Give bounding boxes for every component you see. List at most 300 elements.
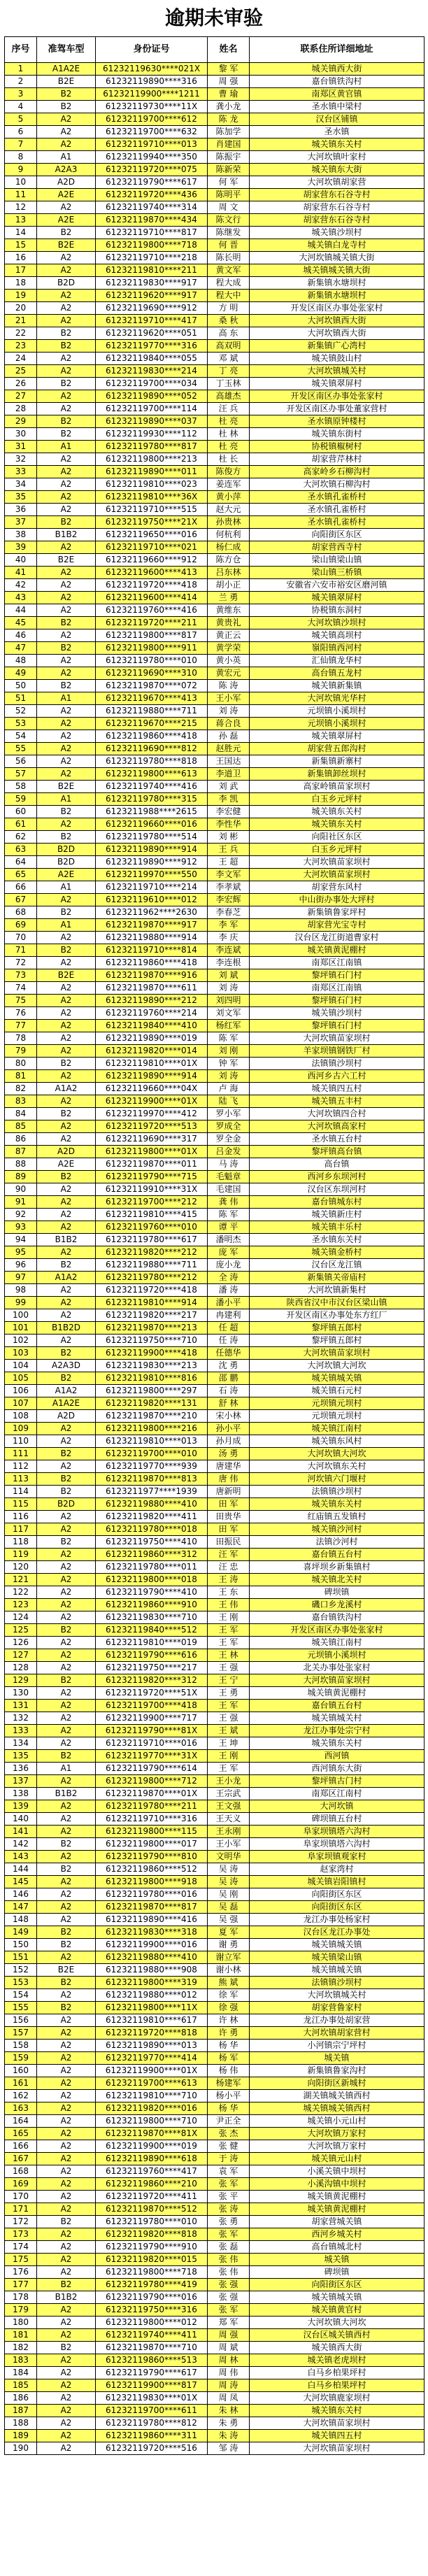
cell-address: 大河坎镇鹿家坝村 — [250, 2392, 425, 2405]
cell-license-type: A2 — [37, 1133, 96, 1146]
cell-no: 80 — [5, 1058, 37, 1070]
table-row — [5, 2002, 425, 2014]
cell-license-type: B2 — [37, 1372, 96, 1385]
cell-license-type: A1 — [37, 692, 96, 705]
cell-address: 大河坎镇苗家坝村 — [250, 2442, 425, 2455]
cell-address: 协税镇东洞村 — [250, 604, 425, 617]
table-row — [5, 428, 425, 441]
cell-no: 157 — [5, 2027, 37, 2040]
cell-id-number: 61232119720****418 — [96, 579, 208, 592]
table-row — [5, 126, 425, 138]
cell-license-type: A2 — [37, 315, 96, 327]
cell-license-type: B2D — [37, 1498, 96, 1511]
cell-license-type: B2 — [37, 415, 96, 428]
cell-address: 城关镇黄泥棚村 — [250, 944, 425, 957]
cell-id-number: 61232119800****613 — [96, 768, 208, 781]
cell-no: 154 — [5, 1989, 37, 2002]
table-row — [5, 1561, 425, 1574]
cell-no: 101 — [5, 1322, 37, 1335]
cell-license-type: A2 — [37, 2065, 96, 2077]
cell-id-number: 61232119800****017 — [96, 1838, 208, 1851]
cell-no: 177 — [5, 2279, 37, 2291]
cell-id-number: 61232119750****710 — [96, 1335, 208, 1347]
cell-address: 喜坪坝乡新集镇村 — [250, 1561, 425, 1574]
cell-id-number: 61232119710****016 — [96, 1737, 208, 1750]
cell-no: 113 — [5, 1473, 37, 1486]
cell-name: 袁 军 — [208, 2165, 250, 2178]
cell-license-type: A2 — [37, 264, 96, 277]
cell-name: 王 刚 — [208, 1750, 250, 1763]
table-row — [5, 2102, 425, 2115]
cell-address: 新集镇关帝庙村 — [250, 1272, 425, 1284]
cell-no: 128 — [5, 1662, 37, 1674]
cell-address: 城关镇石元村 — [250, 1385, 425, 1397]
table-row — [5, 1309, 425, 1322]
cell-name: 王 军 — [208, 1700, 250, 1712]
cell-id-number: 61232119870****434 — [96, 214, 208, 227]
cell-name: 程大中 — [208, 290, 250, 302]
cell-license-type: A2 — [37, 1989, 96, 2002]
cell-address: 城关镇岩阳镇村 — [250, 1876, 425, 1888]
cell-license-type: A2 — [37, 2014, 96, 2027]
cell-name: 陆 飞 — [208, 1095, 250, 1108]
cell-id-number: 61232119800****213 — [96, 453, 208, 466]
cell-id-number: 61232119880****012 — [96, 1989, 208, 2002]
table-row — [5, 1750, 425, 1763]
cell-id-number: 61232119880****908 — [96, 1964, 208, 1977]
cell-id-number: 61232119890****914 — [96, 844, 208, 856]
cell-address: 大河坎镇城关镇大街 — [250, 252, 425, 264]
cell-id-number: 61232119790****617 — [96, 176, 208, 189]
cell-address: 大河坎镇东关村 — [250, 1460, 425, 1473]
cell-name: 王 强 — [208, 1662, 250, 1674]
cell-no: 18 — [5, 277, 37, 290]
cell-address: 城关镇东关村 — [250, 138, 425, 151]
cell-address: 白玉乡元坪村 — [250, 844, 425, 856]
cell-name: 李文军 — [208, 869, 250, 881]
cell-address: 小溪沟镇中坝村 — [250, 2178, 425, 2191]
cell-address: 胡家营东石谷寺村 — [250, 214, 425, 227]
cell-address: 城关镇新集镇 — [250, 680, 425, 692]
cell-name: 陈 军 — [208, 1032, 250, 1045]
cell-no: 24 — [5, 353, 37, 365]
cell-license-type: A2 — [37, 2430, 96, 2442]
cell-name: 庞小龙 — [208, 1259, 250, 1272]
cell-id-number: 61232119700****612 — [96, 113, 208, 126]
cell-license-type: A2 — [37, 2304, 96, 2317]
cell-name: 陈俊方 — [208, 466, 250, 478]
cell-no: 17 — [5, 264, 37, 277]
cell-license-type: A2 — [37, 1335, 96, 1347]
cell-no: 133 — [5, 1725, 37, 1737]
cell-address: 汇仙镇龙华村 — [250, 655, 425, 667]
cell-license-type: B2 — [37, 1448, 96, 1460]
table-row — [5, 1712, 425, 1725]
cell-license-type: A2 — [37, 2354, 96, 2367]
cell-license-type: A2E — [37, 214, 96, 227]
table-row — [5, 1763, 425, 1775]
cell-license-type: B1B2 — [37, 1234, 96, 1246]
cell-license-type: A2 — [37, 1523, 96, 1536]
table-row — [5, 2052, 425, 2065]
cell-name: 赵胜元 — [208, 743, 250, 755]
cell-no: 150 — [5, 1939, 37, 1951]
cell-name: 吴 强 — [208, 1914, 250, 1926]
cell-name: 高 东 — [208, 327, 250, 340]
cell-name: 杨仁成 — [208, 541, 250, 554]
cell-name: 卢 海 — [208, 1083, 250, 1095]
cell-address: 城关镇翠屏村 — [250, 378, 425, 390]
cell-name: 王天义 — [208, 1813, 250, 1826]
cell-name: 何 军 — [208, 176, 250, 189]
cell-id-number: 61232119790****810 — [96, 1851, 208, 1863]
cell-license-type: B2 — [37, 944, 96, 957]
table-row — [5, 541, 425, 554]
cell-no: 110 — [5, 1435, 37, 1448]
cell-no: 181 — [5, 2329, 37, 2342]
table-row — [5, 592, 425, 604]
cell-name: 杨红军 — [208, 1020, 250, 1032]
cell-id-number: 61232119800****710 — [96, 2115, 208, 2128]
cell-address: 新集镇水塘坝村 — [250, 277, 425, 290]
cell-address: 城关镇翠屏村 — [250, 730, 425, 743]
cell-no: 56 — [5, 755, 37, 768]
cell-id-number: 61232119890****019 — [96, 1032, 208, 1045]
cell-no: 165 — [5, 2128, 37, 2140]
cell-name: 任德华 — [208, 1347, 250, 1360]
cell-no: 9 — [5, 164, 37, 176]
cell-name: 王小龙 — [208, 1775, 250, 1788]
cell-name: 张 杰 — [208, 2128, 250, 2140]
cell-license-type: A2 — [37, 579, 96, 592]
cell-id-number: 61232119800****012 — [96, 2317, 208, 2329]
cell-name: 杨 军 — [208, 2052, 250, 2065]
cell-id-number: 61232119800****718 — [96, 239, 208, 252]
table-row — [5, 2065, 425, 2077]
cell-address: 白玉乡元坪村 — [250, 793, 425, 806]
cell-no: 65 — [5, 869, 37, 881]
cell-address: 胡家营五郎沟村 — [250, 743, 425, 755]
cell-address: 梁山镇三桥镇 — [250, 567, 425, 579]
cell-license-type: B2 — [37, 680, 96, 692]
cell-name: 邵 鹏 — [208, 1372, 250, 1385]
table-row — [5, 2367, 425, 2379]
cell-id-number: 61232119780****010 — [96, 2216, 208, 2228]
cell-license-type: A2 — [37, 252, 96, 264]
cell-name: 刘文军 — [208, 1007, 250, 1020]
cell-id-number: 61232119720****075 — [96, 164, 208, 176]
table-row — [5, 1813, 425, 1826]
cell-license-type: B2E — [37, 781, 96, 793]
cell-license-type: A2 — [37, 1637, 96, 1649]
cell-id-number: 61232119890****052 — [96, 390, 208, 403]
table-row — [5, 252, 425, 264]
cell-id-number: 61232119720****211 — [96, 617, 208, 629]
cell-name: 吴 磊 — [208, 1901, 250, 1914]
cell-name: 赵大元 — [208, 504, 250, 516]
cell-id-number: 61232119840****055 — [96, 353, 208, 365]
table-row — [5, 315, 425, 327]
cell-license-type: B2 — [37, 1486, 96, 1498]
cell-id-number: 61232119870****611 — [96, 982, 208, 995]
table-row — [5, 768, 425, 781]
cell-license-type: B2 — [37, 1347, 96, 1360]
cell-no: 47 — [5, 642, 37, 655]
cell-no: 182 — [5, 2342, 37, 2354]
cell-id-number: 61232119740****314 — [96, 201, 208, 214]
cell-no: 60 — [5, 806, 37, 818]
cell-address: 城关镇东关村 — [250, 818, 425, 831]
cell-name: 陈 龙 — [208, 113, 250, 126]
cell-license-type: B2 — [37, 2342, 96, 2354]
table-row — [5, 1259, 425, 1272]
cell-address: 碑坝镇 — [250, 1586, 425, 1599]
cell-name: 刘 涛 — [208, 705, 250, 718]
cell-id-number: 61232119810****023 — [96, 478, 208, 491]
cell-license-type: A2 — [37, 365, 96, 378]
cell-address: 城关镇鼓山村 — [250, 353, 425, 365]
cell-address: 开发区南区办事处董家营村 — [250, 403, 425, 415]
table-row — [5, 667, 425, 680]
cell-address: 高台镇城北村 — [250, 2241, 425, 2254]
table-row — [5, 327, 425, 340]
table-row — [5, 2115, 425, 2128]
cell-name: 杜 亮 — [208, 415, 250, 428]
table-row — [5, 554, 425, 567]
cell-id-number: 61232119620****917 — [96, 290, 208, 302]
table-row — [5, 2430, 425, 2442]
cell-no: 164 — [5, 2115, 37, 2128]
cell-address: 红庙镇五发镇村 — [250, 1511, 425, 1523]
cell-name: 王 兵 — [208, 844, 250, 856]
cell-id-number: 61232119790****617 — [96, 2367, 208, 2379]
cell-no: 160 — [5, 2065, 37, 2077]
cell-address: 大河坎镇大河坎 — [250, 1448, 425, 1460]
table-body — [5, 63, 425, 2455]
cell-no: 12 — [5, 201, 37, 214]
cell-address: 大河坎镇西大街 — [250, 315, 425, 327]
cell-id-number: 61232119700****418 — [96, 1700, 208, 1712]
cell-license-type: B2 — [37, 2279, 96, 2291]
cell-address: 碑坝镇五台村 — [250, 1813, 425, 1826]
cell-license-type: A2 — [37, 1574, 96, 1586]
cell-no: 16 — [5, 252, 37, 264]
table-row — [5, 2291, 425, 2304]
cell-no: 189 — [5, 2430, 37, 2442]
cell-address: 圣水镇孔雀桥村 — [250, 516, 425, 529]
cell-license-type: A1 — [37, 441, 96, 453]
cell-address: 新集镇新寨村 — [250, 755, 425, 768]
cell-no: 3 — [5, 88, 37, 101]
cell-no: 48 — [5, 655, 37, 667]
cell-no: 21 — [5, 315, 37, 327]
cell-id-number: 61232119890****011 — [96, 466, 208, 478]
cell-id-number: 61232119910****31X — [96, 1183, 208, 1196]
cell-license-type: A2 — [37, 1826, 96, 1838]
cell-address: 汉台区东坝河村 — [250, 1183, 425, 1196]
table-row — [5, 76, 425, 88]
table-row — [5, 1272, 425, 1284]
cell-license-type: B2E — [37, 239, 96, 252]
cell-address: 大河坎镇西大街 — [250, 327, 425, 340]
cell-id-number: 61232119740****411 — [96, 2329, 208, 2342]
table-row — [5, 1586, 425, 1599]
table-row — [5, 1448, 425, 1460]
cell-license-type: A2 — [37, 2203, 96, 2216]
cell-no: 71 — [5, 944, 37, 957]
cell-id-number: 61232119810****816 — [96, 1372, 208, 1385]
cell-name: 谢小林 — [208, 1964, 250, 1977]
cell-id-number: 61232119780****211 — [96, 1800, 208, 1813]
table-row — [5, 441, 425, 453]
cell-name: 兰 勇 — [208, 592, 250, 604]
table-row — [5, 1611, 425, 1624]
cell-name: 许 林 — [208, 2014, 250, 2027]
cell-license-type: A2 — [37, 1511, 96, 1523]
cell-name: 张 健 — [208, 2140, 250, 2153]
cell-name: 陈继发 — [208, 227, 250, 239]
cell-address: 城关镇沙坝村 — [250, 1007, 425, 1020]
cell-address: 协税镇椒树村 — [250, 441, 425, 453]
cell-name: 孙月成 — [208, 1435, 250, 1448]
table-row — [5, 403, 425, 415]
cell-license-type: A2 — [37, 201, 96, 214]
cell-id-number: 61232119790****910 — [96, 2241, 208, 2254]
cell-no: 166 — [5, 2140, 37, 2153]
cell-no: 36 — [5, 504, 37, 516]
cell-address: 龙江办事处胡家营 — [250, 2014, 425, 2027]
cell-address: 新集镇鲁家坪村 — [250, 906, 425, 919]
cell-no: 102 — [5, 1335, 37, 1347]
table-row — [5, 1914, 425, 1926]
cell-name: 唐新明 — [208, 1486, 250, 1498]
cell-name: 陈方仓 — [208, 554, 250, 567]
cell-name: 汪 忠 — [208, 1561, 250, 1574]
cell-address: 大河坎镇大河坎 — [250, 1360, 425, 1372]
cell-address: 城关镇城关镇 — [250, 1372, 425, 1385]
cell-license-type: A2 — [37, 768, 96, 781]
cell-id-number: 61232119900****418 — [96, 1347, 208, 1360]
header-address: 联系住所详细地址 — [250, 37, 425, 63]
cell-address: 龙江办事处杨家村 — [250, 1914, 425, 1926]
cell-no: 130 — [5, 1687, 37, 1700]
cell-no: 19 — [5, 290, 37, 302]
cell-id-number: 61232119710****021 — [96, 541, 208, 554]
cell-address: 开发区南区办事处张家村 — [250, 302, 425, 315]
cell-address: 圣水镇孔雀桥村 — [250, 491, 425, 504]
cell-license-type: A1A2 — [37, 1083, 96, 1095]
table-row — [5, 642, 425, 655]
cell-name: 邓 斌 — [208, 353, 250, 365]
cell-address: 嘉台镇铁沟村 — [250, 76, 425, 88]
cell-name: 毛建国 — [208, 1183, 250, 1196]
cell-id-number: 61232119600****414 — [96, 592, 208, 604]
cell-no: 38 — [5, 529, 37, 541]
cell-id-number: 61232119750****217 — [96, 1662, 208, 1674]
cell-license-type: A2 — [37, 1737, 96, 1750]
cell-no: 85 — [5, 1120, 37, 1133]
table-row — [5, 730, 425, 743]
cell-address: 法镇镇沙坝村 — [250, 1058, 425, 1070]
cell-license-type: A2 — [37, 894, 96, 906]
cell-no: 158 — [5, 2040, 37, 2052]
cell-name: 郑 军 — [208, 2317, 250, 2329]
cell-address: 城关镇四五村 — [250, 1083, 425, 1095]
cell-name: 沈 勇 — [208, 1360, 250, 1372]
cell-license-type: B2 — [37, 831, 96, 844]
cell-license-type: A2 — [37, 1725, 96, 1737]
cell-id-number: 61232119810****013 — [96, 1435, 208, 1448]
record-table — [4, 36, 425, 2455]
cell-name: 姜连军 — [208, 478, 250, 491]
cell-license-type: A2 — [37, 2266, 96, 2279]
cell-name: 汪 兵 — [208, 403, 250, 415]
table-row — [5, 1951, 425, 1964]
cell-address: 新集镇鲁家沟村 — [250, 2065, 425, 2077]
cell-license-type: A2 — [37, 1120, 96, 1133]
table-row — [5, 2442, 425, 2455]
cell-id-number: 61232119840****512 — [96, 1624, 208, 1637]
cell-address: 南郑区黄官镇 — [250, 88, 425, 101]
cell-address: 黎坪镇石门村 — [250, 1020, 425, 1032]
table-row — [5, 1989, 425, 2002]
table-row — [5, 1120, 425, 1133]
table-row — [5, 1007, 425, 1020]
cell-license-type: A2 — [37, 629, 96, 642]
table-row — [5, 1372, 425, 1385]
cell-address: 西河镇 — [250, 1750, 425, 1763]
cell-id-number: 61232119800****216 — [96, 1423, 208, 1435]
cell-address: 大河坎镇城关村 — [250, 1989, 425, 2002]
table-row — [5, 1687, 425, 1700]
cell-address: 大河坎镇 — [250, 1800, 425, 1813]
table-row — [5, 1700, 425, 1712]
cell-name: 汪 军 — [208, 1549, 250, 1561]
table-row — [5, 2228, 425, 2241]
cell-address: 圣水镇五台村 — [250, 1133, 425, 1146]
table-row — [5, 1058, 425, 1070]
cell-license-type: A1 — [37, 793, 96, 806]
cell-id-number: 61232119700****212 — [96, 1196, 208, 1209]
table-row — [5, 1737, 425, 1750]
cell-no: 97 — [5, 1272, 37, 1284]
cell-license-type: A2 — [37, 1649, 96, 1662]
cell-no: 41 — [5, 567, 37, 579]
cell-id-number: 61232119820****212 — [96, 1246, 208, 1259]
cell-no: 84 — [5, 1108, 37, 1120]
cell-license-type: B2 — [37, 227, 96, 239]
table-row — [5, 2304, 425, 2317]
cell-license-type: A2D — [37, 1146, 96, 1158]
cell-id-number: 61232119860****513 — [96, 2354, 208, 2367]
cell-address: 胡家营城关镇 — [250, 2216, 425, 2228]
table-row — [5, 1246, 425, 1259]
cell-address: 向阳街区东区 — [250, 1901, 425, 1914]
cell-id-number: 61232119830****710 — [96, 1611, 208, 1624]
cell-name: 孙贵林 — [208, 516, 250, 529]
cell-no: 190 — [5, 2442, 37, 2455]
table-row — [5, 2329, 425, 2342]
cell-name: 舒 林 — [208, 1397, 250, 1410]
cell-address: 大河坎镇胡家营 — [250, 176, 425, 189]
cell-name: 石 涛 — [208, 1385, 250, 1397]
cell-name: 王 斌 — [208, 1725, 250, 1737]
cell-no: 63 — [5, 844, 37, 856]
cell-no: 11 — [5, 189, 37, 201]
table-row — [5, 906, 425, 919]
table-row — [5, 1511, 425, 1523]
cell-no: 99 — [5, 1297, 37, 1309]
